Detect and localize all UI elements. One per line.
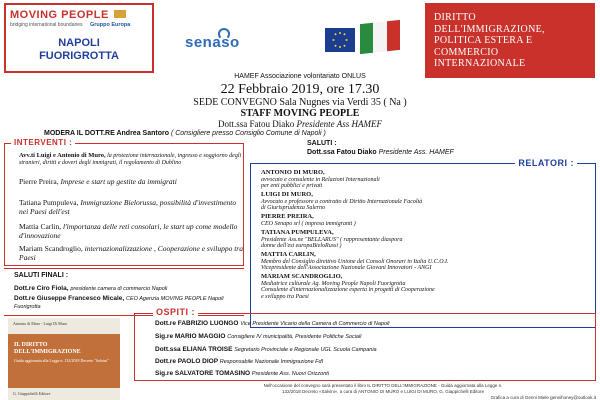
logo-city-line1: NAPOLI — [58, 37, 100, 49]
interventi-item — [19, 223, 243, 240]
staff-line — [0, 119, 600, 129]
ospiti-role: Vice Presidente Vicario della Camera di Commercio di Napoli — [240, 321, 390, 327]
logo-group: Gruppo Europa — [90, 22, 131, 28]
saluti-role: Presidente Ass. HAMEF — [378, 149, 454, 156]
ospiti-item — [155, 358, 323, 365]
relatori-name: MARIAM SCANDROGLIO, — [261, 273, 343, 280]
moderator-line — [44, 130, 326, 137]
eu-flag-icon — [325, 28, 355, 52]
ospiti-item — [155, 333, 361, 340]
relatori-box — [250, 158, 596, 328]
saluti-finali-role: presidente camera di commercio Napoli — [70, 286, 168, 292]
ospiti-name: Sig.re SALVATORE TOMASINO — [155, 370, 251, 377]
saluti-title: SALUTI : — [307, 140, 337, 147]
ospiti-title: OSPITI : — [153, 307, 198, 317]
saluti-finali-title: SALUTI FINALI : — [14, 272, 69, 279]
saluti-name: Dott.ssa Fatou Diako — [307, 149, 377, 156]
interventi-title: INTERVENTI : — [11, 138, 75, 147]
ospiti-item — [155, 346, 377, 353]
ospiti-role: Presidente Ass. Nuovi Orizzonti — [251, 371, 330, 377]
staff-name: Dott.ssa Fatou Diako — [218, 119, 295, 129]
relatori-line: Avvocato e professore a contratto di Diritto Internazionale Facoltà — [261, 198, 423, 205]
interventi-item — [19, 199, 243, 216]
relatori-item — [261, 192, 591, 212]
interventi-desc: Imprese e start up gestite da immigrati — [60, 177, 177, 186]
relatori-name: ANTONIO DI MURO, — [261, 169, 325, 176]
book-authors: Antonio di Muro - Luigi Di Muro — [8, 318, 120, 334]
saluti-item — [307, 149, 454, 156]
relatori-item — [261, 230, 591, 250]
event-title-box — [425, 3, 595, 78]
relatori-line: Membro del Consiglio direttivo Unione dei Consoli Onorari in Italia U.C.O.I. — [261, 258, 449, 265]
saluti-finali-item — [14, 295, 246, 311]
title-line: DIRITTO — [434, 12, 476, 23]
relatori-item — [261, 170, 591, 190]
relatori-line: Vicepresidente dell'Associazione Nazionale Giovani Innovatori - ANGI — [261, 265, 432, 271]
interventi-name: Mariam Scandroglio, — [19, 244, 83, 253]
relatori-line: e sviluppo tra Paesi — [261, 293, 309, 300]
relatori-line: per enti pubblici e privati — [261, 183, 323, 189]
relatori-line: donne dell'est europaBieloRussi ) — [261, 243, 342, 249]
interventi-item — [19, 245, 243, 262]
title-line: INTERNAZIONALE — [434, 58, 526, 69]
senaso-logo: senaso — [185, 34, 240, 51]
ospiti-name: Dott.re FABRIZIO LUONGO — [155, 320, 239, 327]
ospiti-role: Consigliere IV municipalità, Presidente Politiche Sociali — [227, 334, 362, 340]
interventi-item — [19, 152, 243, 167]
saluti-finali-role: CEO Agenzia MOVING PEOPLE Napoli Fuorigrotta — [14, 296, 224, 310]
interventi-item — [19, 178, 243, 187]
relatori-line: avvocato e consulente in Relazioni Internazionali — [261, 176, 380, 183]
footer-line: 132/2018 Decreto «Salvini», a cura di ANTONIO DI MURO e LUIGI DI MURO, G. Giappichelli Editore — [282, 388, 484, 394]
interventi-desc: internazionalizzazione , Cooperazione e sviluppo tra Paesi — [19, 244, 243, 262]
saluti-finali-box — [4, 268, 244, 316]
saluti-finali-name: Dott.re Ciro Fiola, — [14, 285, 69, 292]
moderator-role: ( Consigliere presso Consiglio Comune di Napoli ) — [170, 130, 326, 137]
moderator-label: MODERA IL DOTT.RE Andrea Santoro — [44, 130, 169, 137]
logo-flag-icon — [114, 10, 126, 18]
relatori-item — [261, 214, 591, 227]
interventi-name: Avv.ti Luigi e Antonio di Muro, — [19, 152, 106, 159]
relatori-item — [261, 274, 591, 300]
interventi-name: Pierre Preira, — [19, 177, 59, 186]
book-subtitle: Guida aggiornata alla Legge n. 132/2018 Decreto "Salvini" — [14, 358, 109, 363]
interventi-name: Tatiana Pumpuleva, — [19, 198, 79, 207]
relatori-name: TATIANA PUMPULEVA, — [261, 229, 334, 236]
logo-tagline: bridging international boundaries — [10, 22, 83, 28]
logo-brand: MOVING PEOPLE — [10, 9, 109, 21]
interventi-desc: la protezione internazionale, ingresso e soggiorno degli stranieri, diritti e doveri degli immigrati, il regolamento di Dublino — [19, 153, 242, 166]
interventi-name: Mattia Carlin, — [19, 222, 62, 231]
ospiti-name: Dott.ssa ELIANA TROISE — [155, 346, 233, 353]
interventi-desc: l'importanza delle reti consolari, le start up come modello d'innovazione — [19, 222, 238, 240]
organizer: HAMEF Associazione volontariato ONLUS — [234, 73, 366, 80]
footer-line: Nell'occasione del convegno sarà presentato il libro IL DIRITTO DELL'IMMIGRAZIONE - Guida aggiornata alla Legge n. — [263, 383, 503, 388]
staff-role: Presidente Ass HAMEF — [296, 119, 382, 129]
title-line: DELL'IMMIGRAZIONE, — [434, 23, 545, 35]
saluti-finali-item — [14, 285, 167, 292]
footer-note — [170, 383, 596, 394]
relatori-line: di Giurisprudenza Salerno — [261, 205, 326, 211]
relatori-line: Mediatrice culturale Ag. Moving People Napoli Fuorigrotta — [261, 280, 406, 287]
interventi-desc: Immigrazione Bielorussa, possibilità d'investimento nei Paesi dell'est — [19, 198, 237, 216]
graphic-credit: Grafica a cura di Genni Miele gennihoney@outlook.it — [490, 395, 596, 400]
relatori-name: LUIGI DI MURO, — [261, 191, 313, 198]
event-date: 22 Febbraio 2019, ore 17.30 — [220, 82, 380, 97]
relatori-name: PIERRE PREIRA, — [261, 213, 314, 220]
relatori-title: RELATORI : — [515, 158, 577, 168]
ospiti-item — [155, 370, 329, 377]
moving-people-logo — [4, 3, 154, 73]
book-title: IL DIRITTO DELL'IMMIGRAZIONE — [14, 342, 81, 355]
ospiti-name: Dott.re PAOLO DIOP — [155, 358, 218, 365]
ospiti-role: Segretario Provinciale e Regionale UGL Scuola Campania — [234, 347, 377, 353]
saluti-finali-name: Dott.re Giuseppe Francesco Micale, — [14, 295, 125, 302]
logo-city-line2: FUORIGROTTA — [39, 50, 119, 62]
staff-title: STAFF MOVING PEOPLE — [240, 108, 360, 119]
title-line: POLITICA ESTERA E — [434, 35, 533, 46]
relatori-name: MATTIA CARLIN, — [261, 251, 316, 258]
event-venue: SEDE CONVEGNO Sala Nugnes via Verdi 35 ( Na ) — [193, 97, 407, 108]
relatori-item — [261, 252, 591, 272]
relatori-line: Presidente Ass.ne "BELLARUS" ( rappresentante diaspora — [261, 236, 403, 243]
ospiti-name: Sig.re MARIO MAGGIO — [155, 333, 226, 340]
ospiti-role: Responsabile Nazionale Immigrazione FdI — [219, 359, 324, 365]
relatori-line: CEO Senapo srl ( impresa immigranti ) — [261, 220, 356, 227]
interventi-box — [4, 138, 244, 266]
italy-flag-icon — [360, 20, 400, 54]
ospiti-box — [134, 307, 596, 381]
title-line: COMMERCIO — [434, 46, 499, 58]
relatori-line: Consulente d'internazionalizzazione esperta in progetti di Cooperazione — [261, 287, 435, 293]
book-publisher: G. Giappichelli Editore — [8, 388, 120, 400]
ospiti-item — [155, 320, 390, 327]
book-cover — [8, 318, 120, 400]
logo-city — [6, 37, 152, 63]
